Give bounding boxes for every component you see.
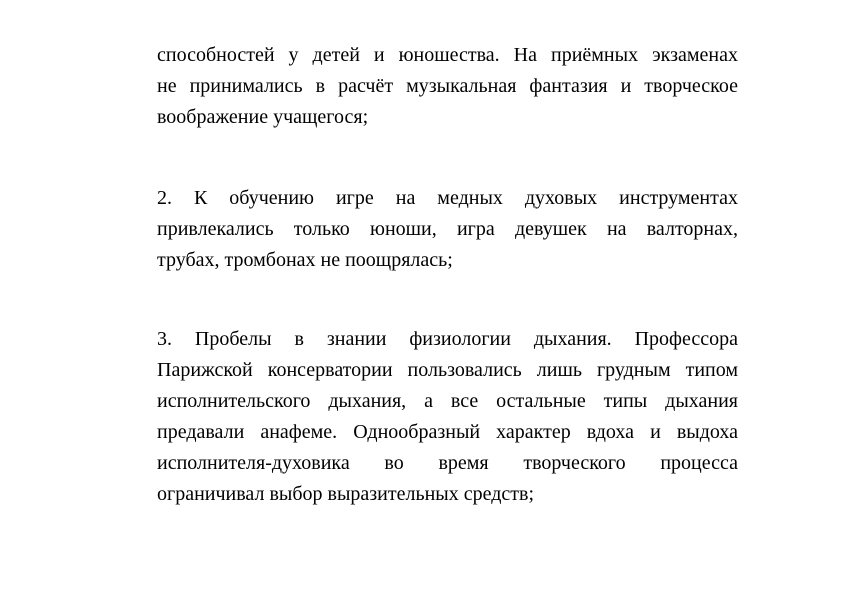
text-line: воображение учащегося; [157, 106, 369, 128]
text-line: предавали анафеме. Однообразный характер вдоха и выдоха [157, 421, 738, 443]
text-line: Парижской консерватории пользовались лишь грудным типом [157, 359, 738, 381]
paragraph-abilities [157, 40, 738, 133]
text-line: исполнителя-духовика во время творческого процесса [157, 452, 738, 474]
text-line: способностей у детей и юношества. На приёмных экзаменах [157, 44, 738, 66]
text-line: исполнительского дыхания, а все остальные типы дыхания [157, 390, 738, 412]
text-line: привлекались только юноши, игра девушек на валторнах, [157, 218, 738, 240]
text-line: ограничивал выбор выразительных средств; [157, 483, 535, 505]
text-line: не принимались в расчёт музыкальная фантазия и творческое [157, 75, 738, 97]
text-line: 3. Пробелы в знании физиологии дыхания. Профессора [157, 328, 738, 350]
paragraph-brass-training [157, 183, 738, 276]
text-line: 2. К обучению игре на медных духовых инструментах [157, 187, 738, 209]
text-line: трубах, тромбонах не поощрялась; [157, 249, 453, 271]
paragraph-breathing [157, 324, 738, 510]
